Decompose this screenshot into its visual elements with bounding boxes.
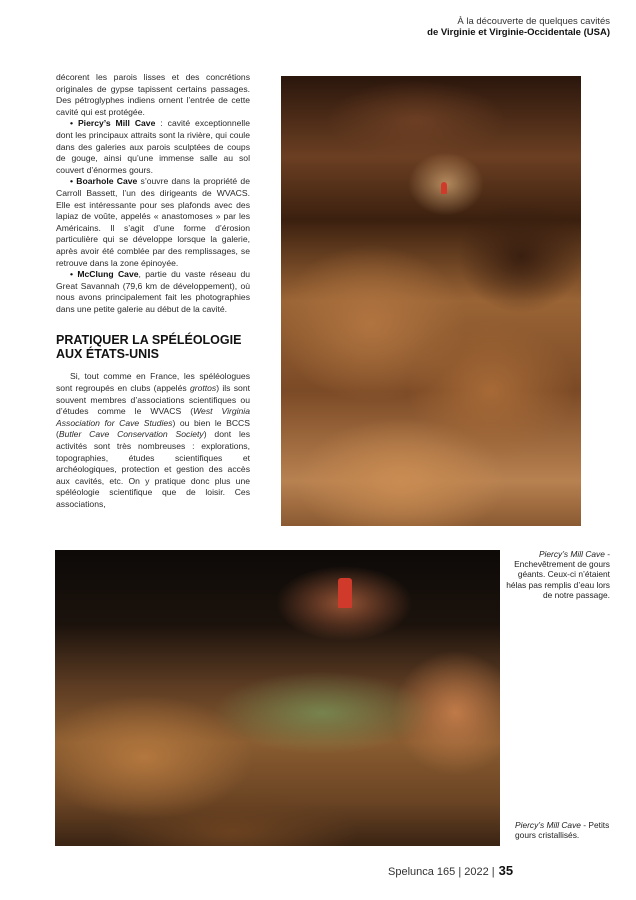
header-line-2: de Virginie et Virginie-Occidentale (USA) xyxy=(427,27,610,38)
caption-1-text: - Enchevêtrement de gours géants. Ceux-ci n’étaient hélas pas remplis d’eau lors de notre passage. xyxy=(506,549,610,600)
paragraph-mcclung xyxy=(56,269,250,315)
paragraph-piercy xyxy=(56,118,250,176)
text-boarhole: s’ouvre dans la propriété de Carroll Bassett, l’un des dirigeants de WVACS. Elle est intéressante pour ses plafonds avec des lapiaz de voûte, appelés « anastomoses » par les Américains. Il s’agit d’une forme d’érosion particulière qui se développe lorsque la galerie, après avoir été comblée par des remplissages, se retrouve dans la zone épinoyée. xyxy=(56,176,250,268)
caption-2-text: - Petits gours cristallisés. xyxy=(515,820,610,841)
caver-figure xyxy=(338,578,352,608)
text-usa-italic-1: grottos xyxy=(189,383,217,394)
bullet-piercy: • Piercy’s Mill Cave xyxy=(70,118,156,129)
page-number: 35 xyxy=(498,863,514,878)
journal-name: Spelunca 165 xyxy=(388,866,456,878)
heading-line-2: AUX ÉTATS-UNIS xyxy=(56,347,160,362)
text-piercy: : cavité exceptionnelle dont les principaux attraits sont la rivière, qui coule dans des galeries aux parois sculptées de coups de gouge, ainsi qu’une immense salle au sol couvert d’énormes gours. xyxy=(56,118,250,175)
bullet-mcclung: • McClung Cave xyxy=(70,269,139,280)
text-usa-italic-3: Butler Cave Conservation Society xyxy=(58,429,204,440)
text-usa-a: Si, tout comme en France, les spéléologues sont regroupés en clubs (appelés xyxy=(56,371,250,394)
section-heading xyxy=(56,333,250,361)
footer-separator: | xyxy=(488,866,495,878)
cave-photo-gours xyxy=(281,76,581,526)
caption-photo-1 xyxy=(506,549,610,600)
footer-year: 2022 xyxy=(464,866,489,878)
running-header xyxy=(427,16,610,38)
text-usa-c: ) ou bien le BCCS ( xyxy=(56,417,250,440)
cave-photo-crystal-pools xyxy=(55,550,500,846)
paragraph-boarhole xyxy=(56,176,250,269)
text-usa-b: ) ils sont souvent membres d’associations scientifiques ou d’études comme le WVACS ( xyxy=(56,383,251,417)
paragraph-usa xyxy=(56,371,250,510)
header-line-1: À la découverte de quelques cavités xyxy=(457,16,610,27)
text-usa-d: ) dont les activités sont très nombreuses : explorations, topographies, études scientifiques et archéologiques, protection et gestion des accès aux cavités, etc. On y pratique donc plus une spéléologie scientifique que de loisir. Ces associations, xyxy=(56,429,250,509)
caption-2-title: Piercy’s Mill Cave xyxy=(515,820,581,830)
text-column xyxy=(56,72,250,511)
text-mcclung: , partie du vaste réseau du Great Savannah (79,6 km de développement), où nous avons principalement fait les photographies dans une petite galerie au début de la cavité. xyxy=(56,269,251,314)
caption-photo-2 xyxy=(515,820,615,840)
bullet-boarhole: • Boarhole Cave xyxy=(70,176,138,187)
footer-separator: | xyxy=(455,866,465,878)
paragraph-1: décorent les parois lisses et des concrétions originales de gypse tapissent certains passages. Des pétroglyphes indiens ornent l’entrée de cette cavité qui est protégée. xyxy=(56,72,250,117)
text-usa-italic-2: West Virginia Association for Cave Studies xyxy=(56,406,250,428)
caption-1-title: Piercy’s Mill Cave xyxy=(538,549,605,559)
heading-line-1: PRATIQUER LA SPÉLÉOLOGIE xyxy=(56,333,242,348)
page-footer xyxy=(388,863,513,878)
caver-figure xyxy=(441,182,447,194)
